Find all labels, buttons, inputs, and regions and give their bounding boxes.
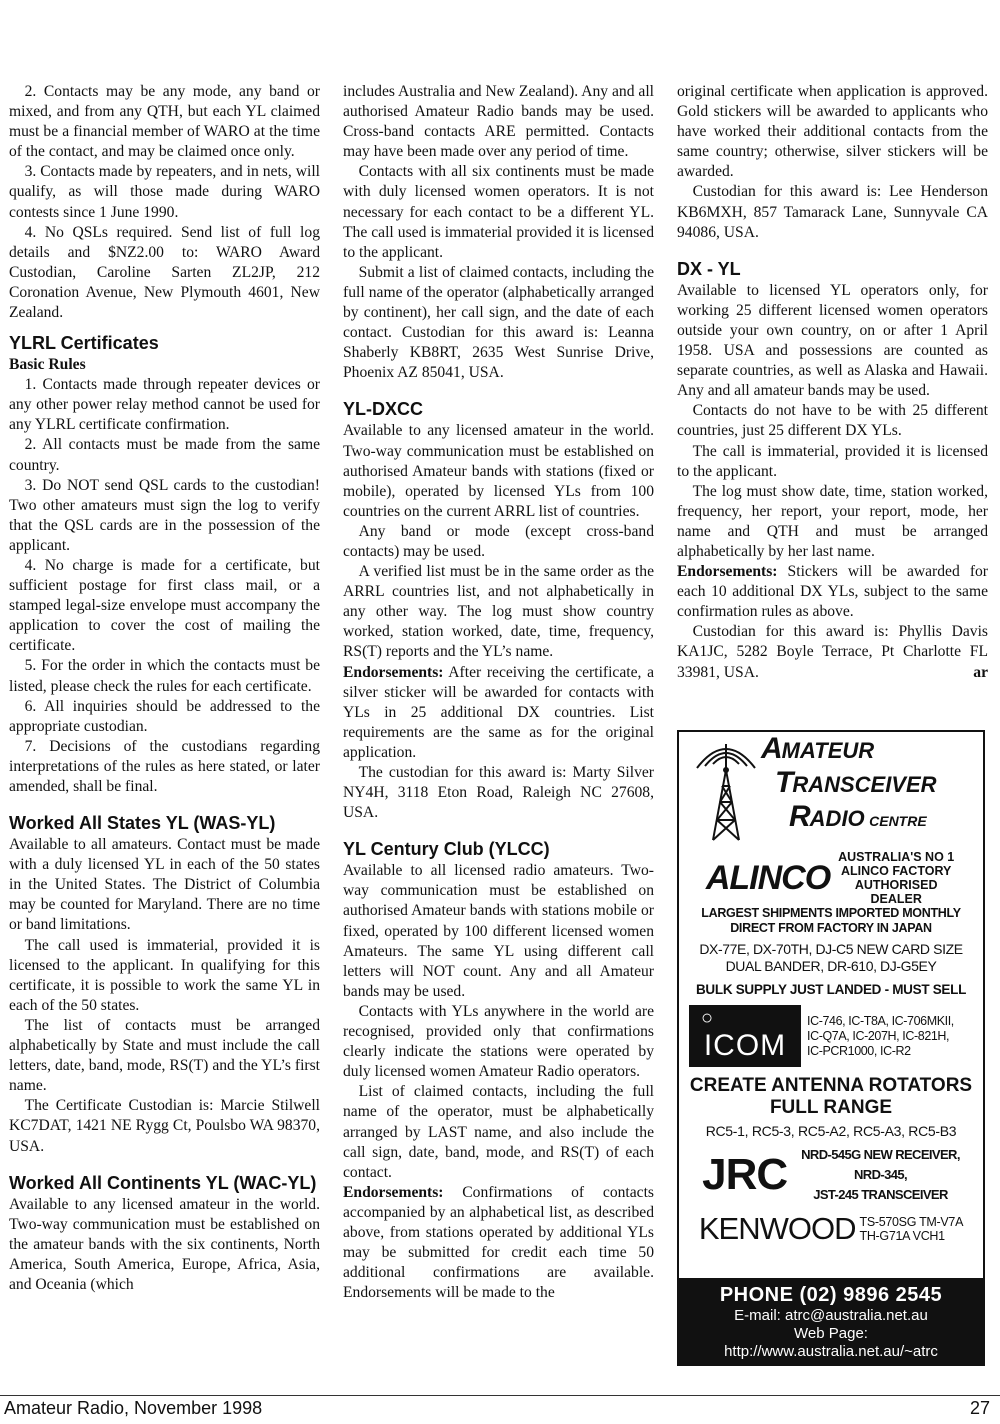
endorsements-text: Confirmations of contacts accompanied by an alphabetical list, as described above, from stations operated by additional YLs may be submitted for credit each time 50 additional confirmations are available. Endorsements will be made to the — [343, 1183, 654, 1302]
was-yl-paragraph: The Certificate Custodian is: Marcie Stilwell KC7DAT, 1421 NE Rygg Ct, Poulsbo WA 98370, USA. — [9, 1097, 320, 1155]
kenwood-block — [679, 1211, 983, 1247]
footer-publication: Amateur Radio, November 1998 — [4, 1398, 263, 1418]
web-label: Web Page: — [794, 1325, 868, 1342]
footer-rule — [0, 1395, 1000, 1396]
email-address[interactable]: E-mail: atrc@australia.net.au — [734, 1307, 928, 1324]
yl-dxcc-custodian: The custodian for this award is: Marty Silver NY4H, 3118 Eton Road, Raleigh NC 27608, USA. — [343, 764, 654, 822]
brand-word: MATEUR — [781, 738, 875, 763]
alinco-models: DX-77E, DX-70TH, DJ-C5 NEW CARD SIZE DUAL BANDER, DR-610, DJ-G5EY — [699, 941, 963, 974]
ylrl-rule: 7. Decisions of the custodians regarding interpretations of the rules as here stated, or later amended, shall be final. — [9, 737, 320, 795]
kenwood-model-line: TS-570SG TM-V7A — [859, 1215, 964, 1229]
ylcc-custodian: Custodian for this award is: Lee Henderson KB6MXH, 857 Tamarack Lane, Sunnyvale CA 94086, USA. — [677, 183, 988, 241]
wac-yl-heading: Worked All Continents YL (WAC-YL) — [9, 1172, 317, 1193]
ylrl-rule: 2. All contacts must be made from the same country. — [9, 436, 320, 474]
web-url[interactable]: http://www.australia.net.au/~atrc — [724, 1343, 938, 1360]
wac-yl-continued: Contacts with all six continents must be made with duly licensed women operators. It is not necessary for each contact to be a different YL. The call used is immaterial provided it is licensed to the applicant. — [343, 163, 654, 261]
ad-header — [679, 732, 983, 848]
yl-dxcc-heading: YL-DXCC — [343, 399, 423, 420]
ylrl-subheading: Basic Rules — [9, 356, 86, 374]
yl-dxcc-paragraph: A verified list must be in the same order as the ARRL countries list, and not alphabetically in any other way. The log must show country worked, station worked, date, time, frequency, RS(T) reports and the YL’s name. — [343, 563, 654, 661]
dx-yl-heading: DX - YL — [677, 258, 741, 279]
dx-yl-paragraph: Contacts do not have to be with 25 different countries, just 25 different DX YLs. — [677, 402, 988, 440]
icom-model-line: IC-PCR1000, IC-R2 — [807, 1043, 911, 1058]
jrc-model-line: NRD-345, — [854, 1167, 907, 1182]
dx-yl-endorsements — [677, 562, 988, 622]
icom-model-line: IC-746, IC-T8A, IC-706MKII, — [807, 1013, 954, 1028]
was-yl-paragraph: Available to all amateurs. Contact must be made with a duly licensed YL in each of the 50 states in the United States. The District of Columbia may be counted for Maryland. There are no time or band limitations. — [9, 836, 320, 934]
icom-logo — [689, 1005, 801, 1067]
dx-yl-custodian-text: Custodian for this award is: Phyllis Davis KA1JC, 5282 Boyle Terrace, Pt Charlotte FL 33981, USA. — [677, 623, 988, 681]
endorsements-label: Endorsements: — [343, 663, 444, 681]
bulk-supply-text: BULK SUPPLY JUST LANDED - MUST SELL — [695, 982, 967, 997]
ylrl-rule: 1. Contacts made through repeater devices or any other power relay method cannot be used for any YLRL certificate confirmation. — [9, 376, 320, 434]
dx-yl-custodian — [677, 622, 988, 682]
yl-dxcc-endorsements — [343, 663, 654, 763]
brand-line-1 — [761, 734, 983, 768]
endorsements-text: Stickers will be awarded for each 10 additional DX YLs, subject to the same confirmation rules as above. — [677, 563, 988, 621]
icom-logo-text: ICOM — [703, 1029, 787, 1062]
ylcc-continued: original certificate when application is approved. Gold stickers will be awarded to applicants who have worked their additional contacts from the same country; otherwise, silver stickers will be awarded. — [677, 83, 988, 181]
page-number: 27 — [969, 1398, 990, 1418]
icom-model-line: IC-Q7A, IC-207H, IC-821H, — [807, 1028, 950, 1043]
jrc-block — [679, 1145, 983, 1205]
jrc-model-line: JST-245 TRANSCEIVER — [813, 1187, 948, 1202]
was-yl-paragraph: The call used is immaterial, provided it is licensed to the applicant. In qualifying for this certificate, it is possible to work the same YL in each of the 50 states. — [9, 936, 320, 1014]
icom-models — [807, 1014, 954, 1059]
brand-initial: A — [761, 732, 782, 765]
ylcc-paragraph: List of claimed contacts, including the full name of the operator, must be alphabetically arranged by LAST name, and also include the call sign, date, band, mode, and RS(T) of each contact. — [343, 1083, 654, 1181]
jrc-model-line: NRD-545G NEW RECEIVER, — [801, 1147, 960, 1162]
was-yl-heading: Worked All States YL (WAS-YL) — [9, 813, 276, 834]
rotators-models: RC5-1, RC5-3, RC5-A2, RC5-A3, RC5-B3 — [705, 1123, 957, 1139]
ylcc-paragraph: Available to all licensed radio amateurs. Two-way communication must be established on authorised Amateur bands with stations mobile or fixed, operated by 100 different licensed women Amateurs. The same YL using different call letters will NOT count. Any and all Amateur bands may be used. — [343, 862, 654, 1000]
alinco-logo: ALINCO — [705, 858, 831, 897]
atrc-brand — [761, 734, 983, 836]
brand-word: ADIO — [809, 806, 865, 831]
dx-yl-paragraph: The call is immaterial, provided it is licensed to the applicant. — [677, 442, 988, 480]
waro-item-4: 4. No QSLs required. Send list of full log details and $NZ2.00 to: WARO Award Custodian, Caroline Sarten ZL2JP, 212 Coronation Avenue, New Plymouth 4601, New Zealand. — [9, 223, 320, 322]
yl-dxcc-paragraph: Any band or mode (except cross-band contacts) may be used. — [343, 522, 654, 560]
column-1 — [9, 82, 320, 1295]
endorsements-label: Endorsements: — [677, 563, 778, 581]
endorsements-text: After receiving the certificate, a silver sticker will be awarded for contacts with YLs in 25 additional DX countries. List requirements are the same as for the original application. — [343, 663, 654, 761]
jrc-logo: JRC — [702, 1150, 788, 1199]
ylrl-rule: 5. For the order in which the contacts must be listed, please check the rules for each certificate. — [9, 657, 320, 695]
brand-line-3 — [761, 802, 983, 836]
waro-item-2: 2. Contacts may be any mode, any band or mixed, and from any QTH, but each YL claimed must be a financial member of WARO at the time of the contact, and may be claimed once only. — [9, 83, 320, 161]
dx-yl-paragraph: Available to licensed YL operators only, for working 25 different licensed women operators outside your own country, on or after 1 April 1958. USA and possessions are counted as separate countries, as well as Alaska and Hawaii. Any and all amateur bands may be used. — [677, 281, 988, 400]
ylrl-rule: 4. No charge is made for a certificate, but sufficient postage for first class mail, or a stamped legal-size envelope must accompany the application to cover the cost of mailing the certificate. — [9, 556, 320, 655]
dx-yl-paragraph: The log must show date, time, station worked, frequency, her report, your report, mode, her name and QTH and must be arranged alphabetically by her last name. — [677, 482, 988, 560]
brand-line-2 — [761, 768, 983, 802]
jrc-models — [801, 1145, 960, 1205]
icom-logo-mark: ○ — [701, 1007, 715, 1029]
atrc-advertisement — [677, 730, 985, 1366]
kenwood-logo: KENWOOD — [698, 1211, 856, 1246]
wac-yl-continued: includes Australia and New Zealand). Any and all authorised Amateur Radio bands may be used. Cross-band contacts ARE permitted. Contacts may have been made over any period of time. — [343, 83, 654, 161]
kenwood-model-line: TH-G71A VCH1 — [859, 1229, 945, 1243]
rotators-title: CREATE ANTENNA ROTATORS — [689, 1075, 973, 1096]
yl-dxcc-paragraph: Available to any licensed amateur in the world. Two-way communication must be established on authorised Amateur bands with stations (fixed or mobile), operated by licensed YLs from 100 countries on the current ARRL list of countries. — [343, 422, 654, 520]
endorsements-label: Endorsements: — [343, 1183, 444, 1201]
ylcc-endorsements — [343, 1183, 654, 1304]
wac-yl-continued: Submit a list of claimed contacts, including the full name of the operator (alphabetically arranged by continent), her call sign, and the date of each contact. Custodian for this award is: Leanna Shaberly KB8RT, 2635 West Sunrise Drive, Phoenix AZ 85041, USA. — [343, 263, 654, 382]
brand-initial: T — [775, 766, 793, 799]
column-3 — [677, 82, 988, 683]
contact-panel — [679, 1278, 983, 1364]
shipments-text: LARGEST SHIPMENTS IMPORTED MONTHLY DIRECT FROM FACTORY IN JAPAN — [701, 906, 961, 935]
ylcc-heading: YL Century Club (YLCC) — [343, 839, 550, 860]
ylrl-rule: 6. All inquiries should be addressed to the appropriate custodian. — [9, 697, 320, 735]
kenwood-models — [859, 1215, 963, 1243]
brand-initial: R — [789, 800, 810, 833]
article-signoff: ar — [973, 663, 988, 681]
brand-word-small: CENTRE — [869, 813, 927, 829]
icom-block — [689, 1005, 973, 1067]
ylrl-rule: 3. Do NOT send QSL cards to the custodian! Two other amateurs must sign the log to verify that the QSL cards are in the possession of the applicant. — [9, 476, 320, 554]
phone-number: PHONE (02) 9896 2545 — [719, 1284, 943, 1306]
alinco-block — [679, 852, 983, 904]
ylrl-heading: YLRL Certificates — [9, 333, 159, 354]
ylcc-paragraph: Contacts with YLs anywhere in the world are recognised, provided only that confirmations clearly indicate the stations were operated by duly licensed women Amateur Radio operators. — [343, 1002, 654, 1081]
wac-yl-paragraph: Available to any licensed amateur in the world. Two-way communication must be established on the amateur bands with the six continents, North America, South America, Europe, Africa, Asia, and Oceania (which — [9, 1195, 320, 1293]
brand-word: RANSCEIVER — [792, 772, 937, 797]
was-yl-paragraph: The list of contacts must be arranged alphabetically by State and must include the call letters, date, band, mode, RS(T) and the YL’s first name. — [9, 1016, 320, 1095]
alinco-tagline: AUSTRALIA'S NO 1 ALINCO FACTORY AUTHORISED DEALER — [838, 850, 955, 906]
waro-item-3: 3. Contacts made by repeaters, and in nets, will qualify, as will those made during WARO contests since 1 June 1990. — [9, 163, 320, 221]
rotators-subtitle: FULL RANGE — [769, 1097, 893, 1118]
column-2 — [343, 82, 654, 1303]
radio-tower-icon — [691, 736, 761, 842]
